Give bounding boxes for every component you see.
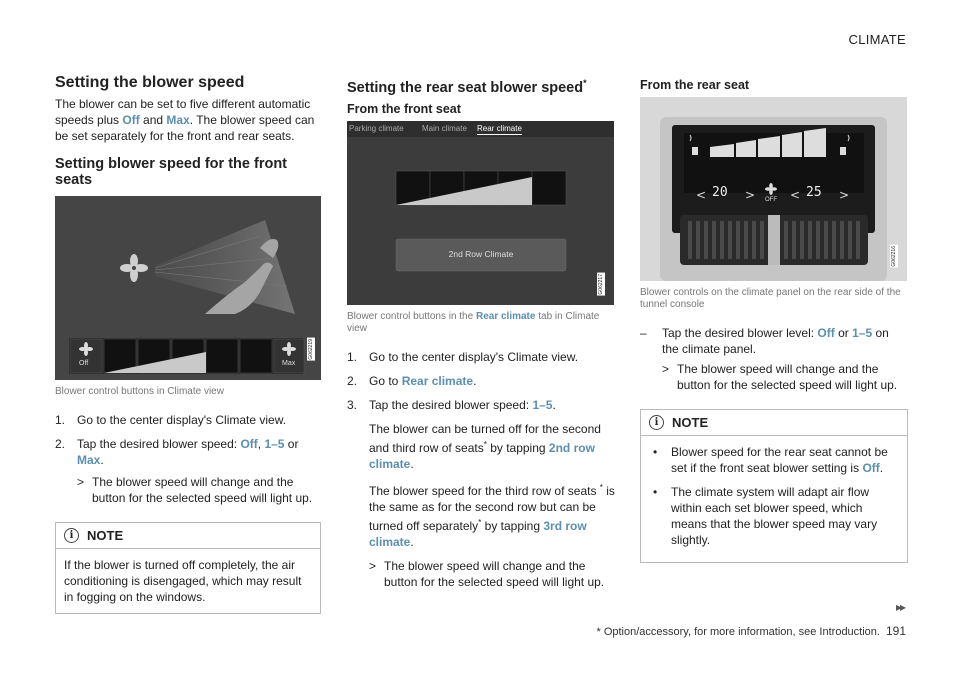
rear-panel-instruction: – Tap the desired blower level: Off or 1–5 on the climate panel. bbox=[640, 326, 889, 356]
rear-console-figure bbox=[640, 97, 907, 281]
rear-seat-heading: Setting the rear seat blower speed* bbox=[347, 78, 587, 96]
rear-console-caption: Blower controls on the climate panel on the rear side of the tunnel console bbox=[640, 287, 901, 310]
rear-temp-right: 25 bbox=[806, 185, 822, 200]
step-result: > The blower speed will change and the button for the selected speed will light up. bbox=[369, 558, 605, 589]
figure-code: G062219 bbox=[308, 339, 314, 360]
page-title: Setting the blower speed bbox=[55, 74, 245, 91]
note-header: i NOTE bbox=[56, 523, 320, 549]
footnote: * Option/accessory, for more information, see Introduction. bbox=[596, 626, 880, 638]
next-page-arrows-icon: ▸▸ bbox=[895, 600, 904, 614]
list-item: 2. Tap the desired blower speed: Off, 1–5 or Max. > The blower speed will change and the button for the selected speed will light up. bbox=[55, 436, 321, 506]
second-third-row-info: The blower can be turned off for the second and third row of seats* by tapping 2nd row climate. bbox=[369, 421, 601, 471]
list-item: • Blower speed for the rear seat cannot be set if the front seat blower setting is Off. bbox=[653, 445, 888, 475]
note-text: If the blower is turned off completely, the air conditioning is disengaged, which may result in fogging on the windows. bbox=[64, 558, 302, 604]
rear-blower-bar bbox=[347, 121, 614, 305]
rear-console-illustration bbox=[640, 97, 907, 281]
off-button-label: Off bbox=[79, 360, 89, 367]
list-item: 1. Go to the center display's Climate view. bbox=[347, 349, 579, 364]
list-item: 1. Go to the center display's Climate view. bbox=[55, 413, 287, 427]
list-item: • The climate system will adapt air flow within each set blower speed, which means that the blower speed may vary slightly. bbox=[653, 485, 878, 547]
front-blower-illustration bbox=[55, 196, 321, 380]
step-result: > The blower speed will change and the button for the selected speed will light up. bbox=[662, 362, 898, 392]
second-row-climate-button: 2nd Row Climate bbox=[448, 248, 514, 259]
figure-code: G062217 bbox=[598, 273, 604, 295]
note-box bbox=[640, 409, 908, 563]
svg-text:>: > bbox=[745, 188, 756, 202]
max-button-label: Max bbox=[282, 360, 296, 367]
column-rear-from-rear bbox=[640, 74, 908, 563]
info-icon: i bbox=[649, 415, 664, 430]
column-front-seats bbox=[55, 74, 321, 614]
column-rear-from-front bbox=[347, 74, 615, 590]
tab-main-climate: Main climate bbox=[422, 123, 467, 133]
page-footer bbox=[596, 624, 906, 638]
from-front-seat-heading: From the front seat bbox=[347, 101, 461, 116]
front-figure-caption: Blower control buttons in Climate view bbox=[55, 386, 224, 397]
front-seats-heading: Setting blower speed for the front seats bbox=[55, 156, 288, 188]
svg-text:<: < bbox=[790, 188, 801, 202]
rear-climate-screen-figure bbox=[347, 121, 614, 305]
svg-text:<: < bbox=[696, 188, 707, 202]
rear-front-steps-list bbox=[347, 349, 615, 413]
step-result: > The blower speed will change and the button for the selected speed will light up. bbox=[77, 475, 313, 505]
fan-icon bbox=[120, 254, 148, 282]
info-icon: i bbox=[64, 528, 79, 543]
front-blower-figure bbox=[55, 196, 321, 380]
page-number: 191 bbox=[885, 624, 906, 638]
front-steps-list bbox=[55, 412, 321, 506]
rear-screen-caption: Blower control buttons in the Rear climate tab in Climate view bbox=[347, 310, 600, 334]
rear-off-label: OFF bbox=[765, 197, 777, 203]
note-header: i NOTE bbox=[641, 410, 907, 436]
section-header: CLIMATE bbox=[848, 32, 906, 47]
note-box bbox=[55, 522, 321, 614]
third-row-info: The blower speed for the third row of seats * is the same as for the second row but can be turned off separately* by tapping 3rd row climate. bbox=[369, 482, 615, 549]
svg-text:>: > bbox=[839, 188, 850, 202]
figure-code: G062216 bbox=[891, 246, 897, 267]
rear-temp-left: 20 bbox=[712, 185, 728, 200]
tab-rear-climate: Rear climate bbox=[477, 123, 522, 133]
list-item: 3. Tap the desired blower speed: 1–5. bbox=[347, 397, 556, 412]
list-item: 2. Go to Rear climate. bbox=[347, 373, 477, 388]
intro-paragraph: The blower can be set to five different automatic speeds plus Off and Max. The blower speed can be set separately for the front and rear seats. bbox=[55, 97, 315, 143]
tab-parking-climate: Parking climate bbox=[349, 123, 404, 133]
from-rear-seat-heading: From the rear seat bbox=[640, 78, 750, 92]
note-list bbox=[641, 436, 907, 562]
